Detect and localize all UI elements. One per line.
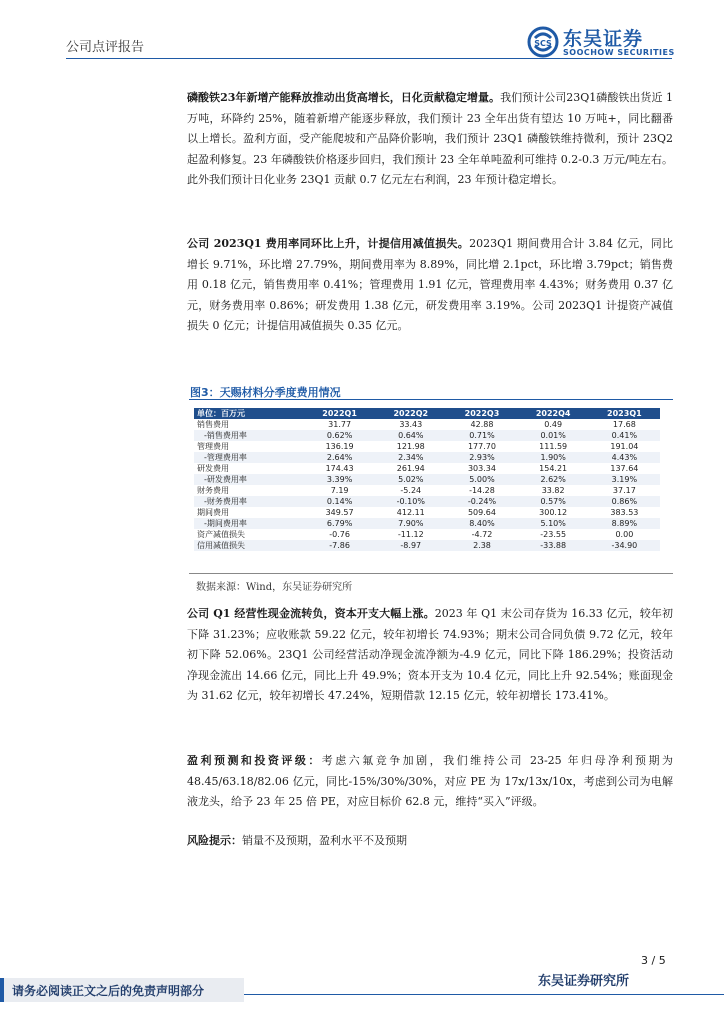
value-cell: 0.49 [544,420,563,429]
table-row [194,496,660,507]
table-header-cell: 2022Q2 [375,408,446,419]
value-cell: 154.21 [539,464,568,473]
row-label-cell: -期间费用率 [194,518,304,529]
value-cell: 261.94 [396,464,425,473]
figure-source: 数据来源：Wind，东吴证券研究所 [196,582,353,593]
row-label-cell: 期间费用 [197,508,229,517]
table-row [194,452,660,463]
value-cell: 5.02% [375,474,446,485]
value-cell: 0.86% [589,496,660,507]
footer-disclaimer: 请务必阅读正文之后的免责声明部分 [0,978,244,1002]
value-cell: 37.17 [612,486,636,495]
row-label-cell: 销售费用 [197,420,229,429]
table-header-cell: 单位：百万元 [194,408,304,419]
value-cell: 0.62% [304,430,375,441]
expense-table [194,408,660,551]
value-cell: 8.89% [589,518,660,529]
value-cell: 0.14% [304,496,375,507]
row-label-cell: 财务费用 [197,486,229,495]
value-cell: 383.53 [610,508,639,517]
paragraph-body: 我们预计公司23Q1磷酸铁出货近 1 万吨，环降约 25%，随着新增产能逐步释放，我们预计 23 全年出货有望达 10 万吨+，同比翻番以上增长。盈利方面，受产能爬坡和产品降价影响，我们预计 23Q1 磷酸铁维持微利，预计 23Q2 起盈利修复。23 年磷酸铁价格逐步回归，我们预计 23 全年单吨盈利可维持 0.2-0.3 万元/吨左右。此外我们预计日化业务 23Q1 贡献 0.7 亿元左右利润，23 年预计稳定增长。 [187,91,673,186]
value-cell: 3.39% [304,474,375,485]
table-body [194,419,660,551]
value-cell: 0.00 [615,530,634,539]
value-cell: -11.12 [397,530,424,539]
value-cell: 191.04 [610,442,639,451]
paragraph-body: 2023Q1 期间费用合计 3.84 亿元，同比增长 9.71%，环比增 27.79%，期间费用率为 8.89%，同比增 2.1pct，环比增 3.79pct；销售费用 0.18 亿元，销售费用率 0.41%；管理费用 1.91 亿元，管理费用率 4.43%；财务费用 0.37 亿元，财务费用率 0.86%；研发费用 1.38 亿元，研发费用率 3.19%。公司 2023Q1 计提资产减值损失 0 亿元；计提信用减值损失 0.35 亿元。 [187,237,673,332]
paragraph-lead: 磷酸铁23年新增产能释放推动出货高增长，日化贡献稳定增量。 [187,91,501,104]
footer-divider [244,994,724,995]
row-label-cell: -管理费用率 [194,452,304,463]
value-cell: 349.57 [325,508,354,517]
value-cell: 121.98 [396,442,425,451]
value-cell: 303.34 [467,464,496,473]
value-cell: -5.24 [400,486,422,495]
value-cell: 137.64 [610,464,639,473]
paragraph-phosphate-iron [187,88,673,191]
value-cell: -8.97 [375,540,446,551]
svg-text:SCS: SCS [534,39,552,48]
table-header-cell: 2022Q1 [304,408,375,419]
paragraph-forecast-rating [187,751,673,813]
value-cell: -4.72 [471,530,493,539]
paragraph-expense-ratio [187,234,673,337]
value-cell: 42.88 [470,420,494,429]
row-label-cell: -销售费用率 [194,430,304,441]
value-cell: 111.59 [539,442,568,451]
paragraph-risk [187,831,673,852]
value-cell: 300.12 [539,508,568,517]
paragraph-body: 销量不及预期，盈利水平不及预期 [242,834,407,847]
value-cell: 1.90% [518,452,589,463]
paragraph-lead: 盈利预测和投资评级： [187,754,322,767]
table-row [194,463,660,474]
value-cell: -7.86 [304,540,375,551]
table-header-row [194,408,660,419]
figure-bottom-rule [189,573,673,574]
value-cell: -23.55 [540,530,567,539]
table-row [194,419,660,430]
value-cell: 177.70 [467,442,496,451]
table-row [194,430,660,441]
table-row [194,529,660,540]
row-label-cell: -财务费用率 [194,496,304,507]
value-cell: 3.19% [589,474,660,485]
value-cell: -0.24% [446,496,517,507]
row-label-cell: -研发费用率 [194,474,304,485]
value-cell: 509.64 [467,508,496,517]
value-cell: -0.76 [329,530,350,539]
value-cell: 2.38 [446,540,517,551]
table-row [194,540,660,551]
row-label-cell: 信用减值损失 [194,540,304,551]
value-cell: 0.57% [518,496,589,507]
value-cell: 17.68 [612,420,636,429]
value-cell: 6.79% [304,518,375,529]
table-row [194,485,660,496]
value-cell: 7.19 [330,486,349,495]
value-cell: 2.93% [446,452,517,463]
table-row [194,474,660,485]
value-cell: 2.64% [304,452,375,463]
row-label-cell: 管理费用 [197,442,229,451]
paragraph-lead: 风险提示： [187,834,242,847]
table-row [194,507,660,518]
value-cell: 5.10% [518,518,589,529]
paragraph-lead: 公司 Q1 经营性现金流转负，资本开支大幅上涨。 [187,607,435,620]
paragraph-body: 考虑六氟竞争加剧，我们维持公司 23-25 年归母净利预期为 48.45/63.18/82.06 亿元，同比-15%/30%/30%，对应 PE 为 17x/13x/10x，考虑到公司为电解液龙头，给予 23 年 25 倍 PE，对应目标价 62.8 元，维持“买入”评级。 [187,754,674,808]
figure-title: 图3：天赐材料分季度费用情况 [190,386,341,399]
value-cell: -14.28 [469,486,495,495]
table-row [194,441,660,452]
value-cell: 31.77 [328,420,352,429]
value-cell: 0.41% [589,430,660,441]
paragraph-cash-flow [187,604,673,707]
value-cell: -34.90 [589,540,660,551]
value-cell: 33.82 [541,486,565,495]
logo-chinese-name: 东吴证券 [563,28,644,50]
company-logo [527,24,677,62]
value-cell: 7.90% [375,518,446,529]
footer-institute: 东吴证券研究所 [538,974,630,989]
value-cell: 5.00% [446,474,517,485]
header-divider [66,58,672,59]
value-cell: 136.19 [325,442,354,451]
value-cell: 2.62% [518,474,589,485]
value-cell: 33.43 [399,420,423,429]
soochow-logo-icon [527,26,559,58]
paragraph-body: 2023 年 Q1 末公司存货为 16.33 亿元，较年初下降 31.23%；应收账款 59.22 亿元，较年初增长 74.93%；期末公司合同负债 9.72 亿元，较年初下降 52.06%。23Q1 公司经营活动净现金流净额为-4.9 亿元，同比下降 186.29%；投资活动净现金流出 14.66 亿元，同比上升 49.9%；资本开支为 10.4 亿元，同比上升 92.54%；账面现金为 31.62 亿元，较年初增长 47.24%，短期借款 12.15 亿元，较年初增长 173.41%。 [187,607,673,702]
row-label-cell: 研发费用 [197,464,229,473]
report-type-label: 公司点评报告 [66,40,145,55]
value-cell: 0.01% [518,430,589,441]
table-header-cell: 2022Q4 [518,408,589,419]
table-row [194,518,660,529]
value-cell: 0.64% [375,430,446,441]
value-cell: -33.88 [518,540,589,551]
figure-top-rule [189,399,673,400]
value-cell: 4.43% [589,452,660,463]
row-label-cell: 资产减值损失 [197,530,245,539]
value-cell: 0.71% [446,430,517,441]
value-cell: 2.34% [375,452,446,463]
table-header-cell: 2023Q1 [589,408,660,419]
value-cell: -0.10% [375,496,446,507]
value-cell: 174.43 [325,464,354,473]
value-cell: 412.11 [396,508,425,517]
page-number: 3 / 5 [641,954,666,967]
logo-english-name: SOOCHOW SECURITIES [563,48,675,57]
value-cell: 8.40% [446,518,517,529]
table-header-cell: 2022Q3 [446,408,517,419]
paragraph-lead: 公司 2023Q1 费用率同环比上升，计提信用减值损失。 [187,237,470,250]
